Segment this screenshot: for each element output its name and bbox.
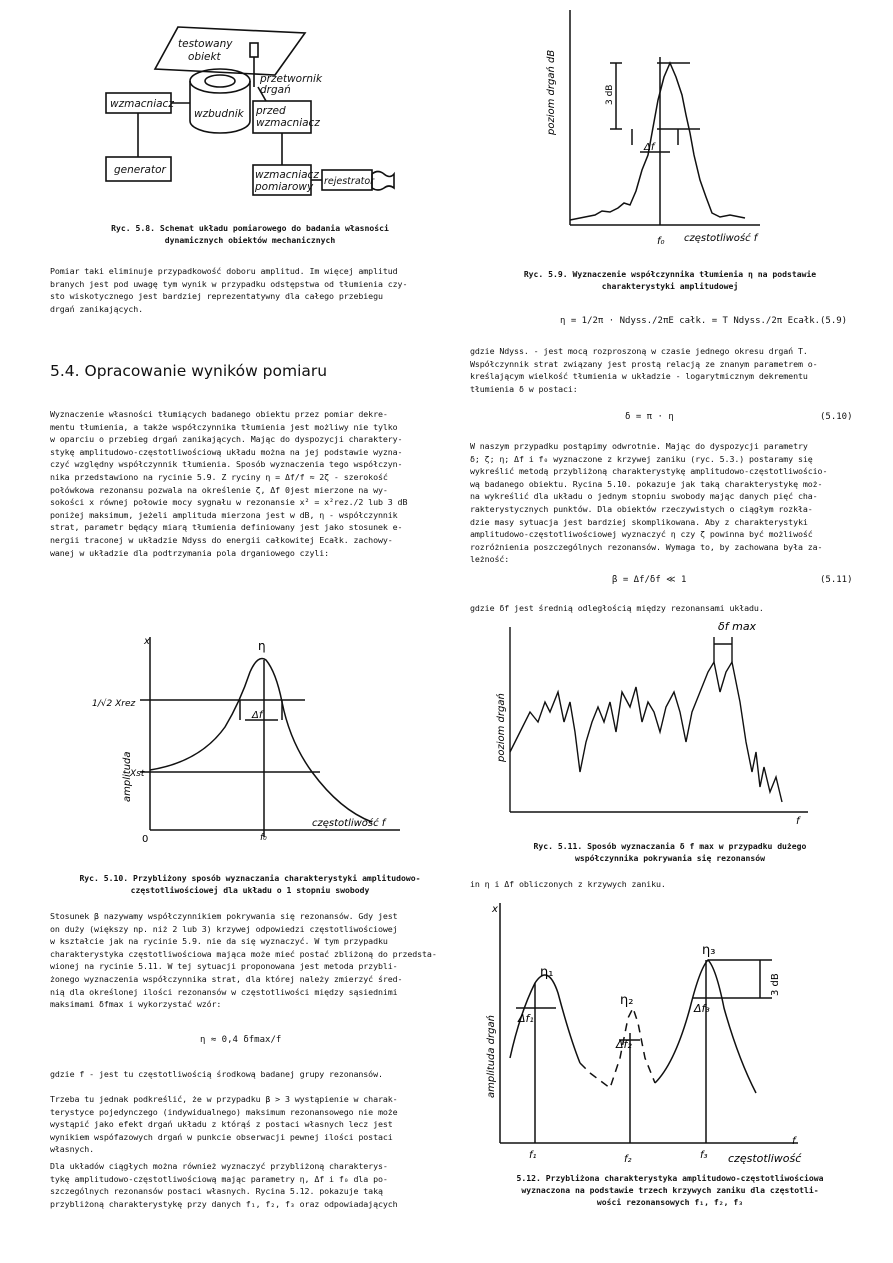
- figure-5-11-chart: [490, 612, 820, 827]
- caption-fig-5-10: Ryc. 5.10. Przybliżony sposób wyznaczania charakterystyki amplitudowo- częstotliwościowej dla układu o 1 stopniu swobody: [79, 873, 421, 895]
- response-curve: [510, 662, 782, 802]
- fig59-3db: 3 dB: [605, 84, 615, 105]
- label-obiekt: obiekt: [188, 51, 221, 63]
- fig512-f3: f₃: [700, 1150, 708, 1161]
- caption-fig-5-9: Ryc. 5.9. Wyznaczenie współczynnika tłumienia η na podstawie charakterystyki amplitudowej: [523, 269, 817, 291]
- equation-5-10: δ = π · η: [625, 412, 674, 422]
- equation-5-11-number: (5.11): [820, 575, 853, 585]
- caption-fig-5-12: 5.12. Przybliżona charakterystyka amplitudowo-częstotliwościowa wyznaczona na podstawie trzech krzywych zaniku dla częstotli- wości rezonansowych f₁, f₂, f₃: [516, 1173, 824, 1207]
- fig510-xst: Xst: [130, 769, 145, 779]
- label-przetwornik: przetwornik: [260, 73, 323, 85]
- fig510-xlabel: częstotliwość f: [312, 818, 386, 829]
- fig511-f: f: [796, 816, 800, 827]
- fig512-x: x: [492, 904, 498, 915]
- fig512-f2: f₂: [624, 1154, 632, 1165]
- fig510-eta: η: [258, 639, 266, 653]
- paper-roll-icon: [372, 172, 394, 191]
- fig512-ylabel: amplituda drgań: [486, 1015, 497, 1098]
- fig512-df2: Δf₂: [616, 1038, 632, 1051]
- response-curve: [570, 63, 745, 220]
- equation-5-10-number: (5.10): [820, 412, 853, 422]
- right-paragraph-2: W naszym przypadku postąpimy odwrotnie. Mając do dyspozycji parametry δ; ζ; η; Δf i f₀ wyznaczone z krzywej zaniku (ryc. 5.3.) postaramy się wykreślić metodą przybliżoną charakterystykę amplitudowo-częstotliwościo- wą badanego obiektu. Rycina 5.10. pokazuje jak taką charakterystykę moż- na wykreślić dla układu o jednym stopniu swobody mając danych pięć cha- rakterystycznych punktów. Dla obiektów rzeczywistych o ciągłym rozkła- dzie masy sytuacja jest bardziej skomplikowana. Aby z charakterystyki amplitudowo-częstotliwościowej wyznaczyć η czy ζ powinna być możliwość rozróżnienia poszczególnych rezonansów. Wymaga to, by zachowana była za- leżność:: [470, 441, 828, 565]
- fig512-3db: 3 dB: [770, 973, 781, 996]
- fig512-xlabel: częstotliwość: [728, 1152, 802, 1165]
- caption-fig-5-8: Ryc. 5.8. Schemat układu pomiarowego do badania własności dynamicznych obiektów mechanicznych: [111, 223, 389, 245]
- figure-5-8-diagram: [100, 25, 430, 200]
- caption-fig-5-11: Ryc. 5.11. Sposób wyznaczania δ f max w przypadku dużego współczynnika pokrywania się rezonansów: [533, 841, 807, 863]
- fig510-x: x: [144, 636, 150, 647]
- label-wzm-pom: wzmacniacz: [255, 169, 319, 181]
- figure-5-10-chart: [90, 632, 410, 842]
- left-paragraph-2: Wyznaczenie własności tłumiących badanego obiektu przez pomiar dekre- mentu tłumienia, a także współczynnika tłumienia jest możliwy nie tylko w oparciu o przebieg drgań zanikających. Mając do dyspozycji charaktery- stykę amplitudowo-częstotliwościową układu można na jej podstawie wyzna- czyć względny współczynnik tłumienia. Sposób wyznaczenia tego współczyn- nika przedstawiono na rycinie 5.9. Z ryciny η = Δf/f ≈ 2ζ - szerokość połówkowa rezonansu pozwala na określenie ζ, Δf 0jest mierzone na wy- sokości x równej połowie mocy sygnału w rezonansie x² = x²rez./2 lub 3 dB poniżej maksimum, jeżeli amplituda mierzona jest w dB, η - współczynnik strat, parametr będący miarą tłumienia definiowany jest jako stosunek e- nergii traconej w układzie Ndyss do energii całkowitej Ecałk. zachowy- wanej w układzie dla podtrzymania pola drganiowego czyli:: [50, 409, 408, 558]
- label-przed: przed: [256, 105, 286, 117]
- left-paragraph-4: gdzie f - jest tu częstotliwością środkową badanej grupy rezonansów.: [50, 1069, 383, 1079]
- fig510-zero: 0: [142, 834, 149, 842]
- label-rejestrator: rejestrator: [324, 176, 375, 187]
- test-object-plate: [155, 27, 305, 75]
- fig511-ylabel: poziom drgań: [496, 693, 507, 762]
- fig512-eta3: η₃: [702, 943, 716, 958]
- label-wzbudnik: wzbudnik: [194, 108, 244, 120]
- equation-5-11: β = Δf/δf ≪ 1: [612, 575, 687, 585]
- fig510-xrez: 1/√2 Xrez: [92, 699, 136, 709]
- left-paragraph-6: Dla układów ciągłych można również wyznaczyć przybliżoną charakterys- tykę amplitudowo-częstotliwościową mając parametry η, Δf i f₀ dla po- szczególnych rezonansów postaci własnych. Rycina 5.12. pokazuje taką przybliżoną charakterystykę przy danych f₁, f₂, f₃ oraz odpowiadających: [50, 1161, 398, 1209]
- fig511-dfmax: δf max: [718, 620, 757, 633]
- fig512-f1: f₁: [529, 1150, 537, 1161]
- fig512-df1: Δf₁: [518, 1012, 534, 1025]
- label-przed-wzm: wzmacniacz: [256, 117, 320, 129]
- figure-5-9-chart: [540, 5, 780, 250]
- fig512-eta1: η₁: [540, 965, 554, 980]
- fig510-ylabel: amplituda: [122, 751, 133, 802]
- figure-5-12-chart: [480, 898, 810, 1168]
- label-pomiarowy: pomiarowy: [255, 181, 314, 193]
- fig59-ylabel: poziom drgań dB: [546, 49, 557, 135]
- amplitude-curve: [150, 659, 372, 823]
- fig510-df: Δf: [252, 710, 263, 721]
- left-paragraph-5: Trzeba tu jednak podkreślić, że w przypadku β > 3 wystąpienie w charak- terystyce pojedynczego (indywidualnego) maksimum rezonansowego nie może wystąpić jako efekt drgań układu z którąś z postaci własnych lecz jest wynikiem wspófazowych drgań w punkcie obserwacji pewnej ilości postaci własnych.: [50, 1094, 398, 1155]
- fig59-df: Δf: [644, 142, 655, 153]
- equation-5-9: η = 1/2π · Ndyss./2πE całk. = T Ndyss./2π Ecałk.: [560, 316, 821, 326]
- right-paragraph-4: in η i Δf obliczonych z krzywych zaniku.: [470, 879, 666, 889]
- fig512-f: f: [792, 1136, 796, 1147]
- fig512-eta2: η₂: [620, 993, 634, 1008]
- sensor-icon: [250, 43, 258, 57]
- equation-eta-approx: η ≈ 0,4 δfmax/f: [200, 1035, 282, 1045]
- right-paragraph-1: gdzie Ndyss. - jest mocą rozproszoną w czasie jednego okresu drgań T. Współczynnik strat związany jest prostą relacją ze znanym parametrem o- kreślającym wielkość tłumienia w układzie - logarytmicznym dekrementu tłumienia δ w postaci:: [470, 346, 818, 394]
- label-drgan: drgań: [260, 84, 291, 96]
- left-paragraph-1: Pomiar taki eliminuje przypadkowość doboru amplitud. Im więcej amplitud branych jest pod uwagę tym wynik w przypadku odstępstwa od tłumienia czy- sto wiskotycznego jest bardziej reprezentatywny dla całego przebiegu drgań zanikających.: [50, 266, 408, 314]
- fig510-f0: f₀: [260, 833, 267, 842]
- label-wzmacniacz: wzmacniacz: [110, 98, 174, 110]
- equation-5-9-number: (5.9): [820, 316, 848, 326]
- section-heading: 5.4. Opracowanie wyników pomiaru: [50, 362, 328, 380]
- label-testowany: testowany: [178, 38, 233, 50]
- fig59-xlabel: częstotliwość f: [684, 233, 758, 244]
- fig59-f0: f₀: [657, 236, 665, 247]
- fig512-df3: Δf₃: [694, 1002, 710, 1015]
- left-paragraph-3: Stosunek β nazywamy współczynnikiem pokrywania się rezonansów. Gdy jest on duży (większy np. niż 2 lub 3) krzywej odpowiedzi częstotliwościowej w kształcie jak na rycinie 5.9. nie da się wyznaczyć. W tym przypadku charakterystyka częstotliwościowa mająca może mieć postać zbliżoną do przedsta- wionej na rycinie 5.11. W tej sytuacji proponowana jest metoda przybli- żonego wyznaczenia współczynnika strat, dla której należy zmierzyć śred- nią dla określonej ilości rezonansów w częstotliwości między sąsiednimi maksimami δfmax i wykorzystać wzór:: [50, 911, 437, 1010]
- label-generator: generator: [114, 164, 166, 176]
- right-paragraph-3: gdzie δf jest średnią odległością między rezonansami układu.: [470, 603, 764, 613]
